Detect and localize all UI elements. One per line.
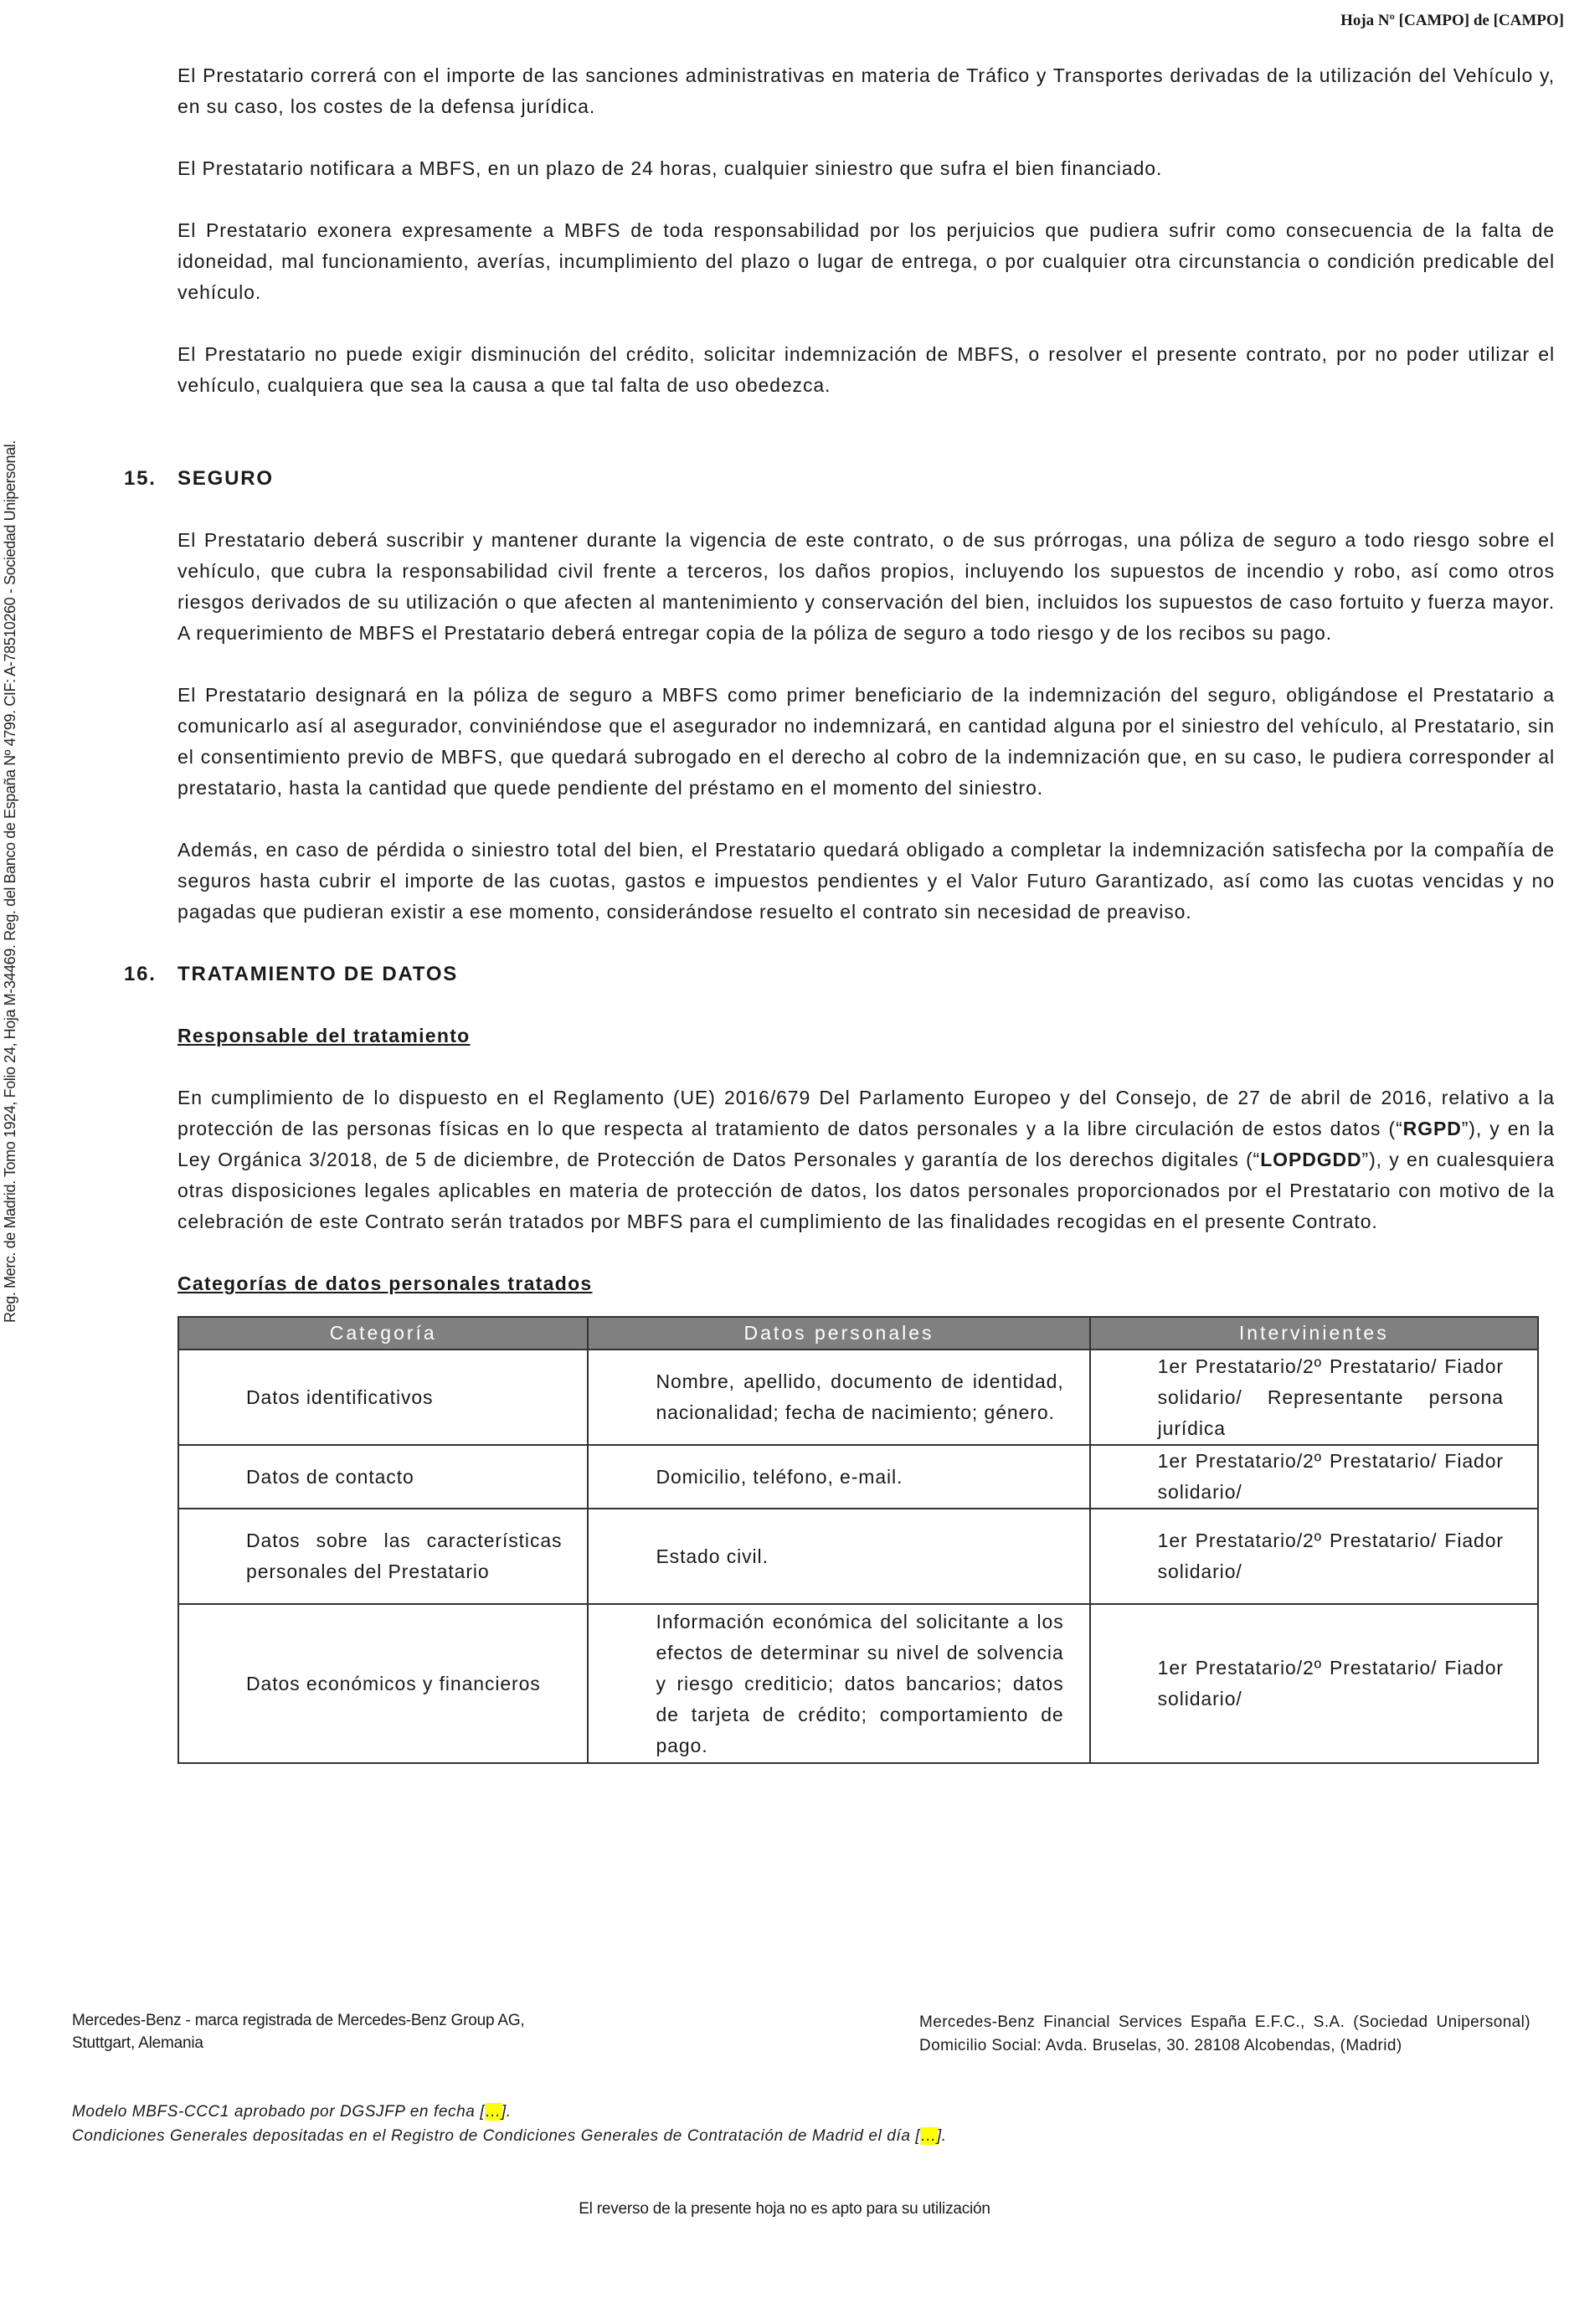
table-cell: 1er Prestatario/2º Prestatario/ Fiador solidario/ Representante persona jurídica (1157, 1355, 1504, 1439)
modelo-text: Modelo MBFS-CCC1 aprobado por DGSJFP en fecha [ (72, 2103, 486, 2121)
document-body (124, 60, 1555, 1764)
table-cell: 1er Prestatario/2º Prestatario/ Fiador solidario/ (1157, 1657, 1504, 1710)
rgpd-term: RGPD (1402, 1118, 1462, 1139)
footer-company-address: Mercedes-Benz Financial Services España E.F.C., S.A. (Sociedad Unipersonal) Domicilio Social: Avda. Bruselas, 30. 28108 Alcobendas, (Madrid) (919, 2013, 1530, 2054)
table-cell: Datos de contacto (246, 1465, 414, 1488)
section-15-heading (124, 463, 1555, 494)
col-header-datos: Datos personales (588, 1317, 1089, 1350)
modelo-placeholder: … (485, 2103, 502, 2121)
datos-text-2: ”), y en la Ley Orgánica 3/2018, de 5 de diciembre, de Protección de Datos Personales y garantía de los derechos digitales (“ (177, 1118, 1555, 1170)
footer-trademark (72, 2009, 591, 2054)
table-row (178, 1445, 1538, 1509)
categorias-subheading: Categorías de datos personales tratados (177, 1273, 593, 1294)
section-16-number: 16. (124, 963, 157, 985)
reverso-notice: El reverso de la presente hoja no es apto para su utilización (579, 2200, 990, 2218)
registry-side-text: Reg. Merc. de Madrid. Tomo 1924, Folio 24, Hoja M-34469. Reg. del Banco de España Nº 4799. CIF: A-78510260 - Sociedad Unipersonal. (2, 440, 18, 1323)
section-16-title: TRATAMIENTO DE DATOS (177, 963, 459, 985)
categories-table (177, 1316, 1539, 1764)
condiciones-placeholder: … (920, 2127, 937, 2145)
section-16-heading (124, 959, 1555, 990)
table-row (178, 1604, 1538, 1763)
intro-paragraph-3: El Prestatario exonera expresamente a MBFS de toda responsabilidad por los perjuicios que pudiera sufrir como consecuencia de la falta de idoneidad, mal funcionamiento, averías, incumplimiento del plazo o lugar de entrega, o por cualquier otra circunstancia o condición predicable del vehículo. (177, 219, 1555, 303)
table-cell: Estado civil. (656, 1545, 769, 1567)
footer-trademark-line-1: Mercedes-Benz - marca registrada de Mercedes-Benz Group AG, (72, 2012, 525, 2029)
table-row (178, 1509, 1538, 1604)
responsable-subheading: Responsable del tratamiento (177, 1025, 471, 1046)
footer-model-notice (72, 2100, 947, 2148)
seguro-paragraph-1: El Prestatario deberá suscribir y mantener durante la vigencia de este contrato, o de sus prórrogas, una póliza de seguro a todo riesgo sobre el vehículo, que cubra la responsabilidad civil frente a terceros, los daños propios, incluyendo los supuestos de incendio y robo, así como otros riesgos derivados de su utilización o que afecten al mantenimiento y conservación del bien, incluidos los supuestos de caso fortuito y fuerza mayor. A requerimiento de MBFS el Prestatario deberá entregar copia de la póliza de seguro a todo riesgo y de los recibos su pago. (177, 529, 1555, 644)
table-cell: Datos económicos y financieros (246, 1672, 541, 1694)
table-cell: Datos sobre las características personales del Prestatario (246, 1530, 563, 1582)
intro-paragraph-4: El Prestatario no puede exigir disminución del crédito, solicitar indemnización de MBFS, o resolver el presente contrato, por no poder utilizar el vehículo, cualquiera que sea la causa a que tal falta de uso obedezca. (177, 343, 1555, 396)
table-header-row (178, 1317, 1538, 1350)
datos-text-3: ”), y en cualesquiera otras disposiciones legales aplicables en materia de protección de datos, los datos personales proporcionados por el Prestatario con motivo de la celebración de este Contrato serán tratados por MBFS para el cumplimiento de las finalidades recogidas en el presente Contrato. (177, 1149, 1555, 1232)
seguro-paragraph-3: Además, en caso de pérdida o siniestro total del bien, el Prestatario quedará obligado a completar la indemnización satisfecha por la compañía de seguros hasta cubrir el importe de las cuotas, gastos e impuestos pendientes y el Valor Futuro Garantizado, así como las cuotas vencidas y no pagadas que pudieran existir a ese momento, considerándose resuelto el contrato sin necesidad de preaviso. (177, 839, 1555, 923)
lopdgdd-term: LOPDGDD (1260, 1149, 1362, 1170)
table-row (178, 1350, 1538, 1445)
intro-paragraph-1: El Prestatario correrá con el importe de las sanciones administrativas en materia de Tráfico y Transportes derivadas de la utilización del Vehículo y, en su caso, los costes de la defensa jurídica. (177, 64, 1555, 117)
modelo-line (72, 2100, 947, 2124)
page-number-header: Hoja Nº [CAMPO] de [CAMPO] (1340, 12, 1564, 29)
datos-paragraph (177, 1082, 1555, 1237)
table-cell: Información económica del solicitante a los efectos de determinar su nivel de solvencia y riesgo crediticio; datos bancarios; datos de tarjeta de crédito; comportamiento de pago. (656, 1610, 1064, 1756)
footer-trademark-line-2: Stuttgart, Alemania (72, 2034, 203, 2052)
table-cell: Domicilio, teléfono, e-mail. (656, 1465, 903, 1488)
condiciones-text: Condiciones Generales depositadas en el Registro de Condiciones Generales de Contratación de Madrid el día [ (72, 2127, 921, 2145)
seguro-paragraph-2: El Prestatario designará en la póliza de seguro a MBFS como primer beneficiario de la indemnización del seguro, obligándose el Prestatario a comunicarlo así al asegurador, conviniéndose que el asegurador no indemnizará, en cantidad alguna por el siniestro del vehículo, al Prestatario, sin el consentimiento previo de MBFS, que quedará subrogado en el derecho al cobro de la indemnización que, en su caso, le pudiera corresponder al prestatario, hasta la cantidad que quede pendiente del préstamo en el momento del siniestro. (177, 684, 1555, 799)
modelo-text-end: ]. (501, 2103, 512, 2121)
table-cell: Datos identificativos (246, 1386, 434, 1408)
table-cell: 1er Prestatario/2º Prestatario/ Fiador solidario/ (1157, 1530, 1504, 1582)
section-15-number: 15. (124, 467, 157, 490)
condiciones-text-end: ]. (936, 2127, 947, 2145)
condiciones-line (72, 2124, 947, 2148)
intro-paragraph-2: El Prestatario notificara a MBFS, en un plazo de 24 horas, cualquier siniestro que sufra el bien financiado. (177, 157, 1163, 179)
col-header-intervinientes: Intervinientes (1090, 1317, 1538, 1350)
col-header-categoria: Categoría (178, 1317, 588, 1350)
datos-text-1: En cumplimiento de lo dispuesto en el Reglamento (UE) 2016/679 Del Parlamento Europeo y del Consejo, de 27 de abril de 2016, relativo a la protección de las personas físicas en lo que respecta al tratamiento de datos personales y a la libre circulación de estos datos (“ (177, 1087, 1555, 1139)
table-cell: 1er Prestatario/2º Prestatario/ Fiador solidario/ (1157, 1450, 1504, 1503)
table-cell: Nombre, apellido, documento de identidad, nacionalidad; fecha de nacimiento; género. (656, 1370, 1064, 1423)
section-15-title: SEGURO (177, 467, 274, 490)
